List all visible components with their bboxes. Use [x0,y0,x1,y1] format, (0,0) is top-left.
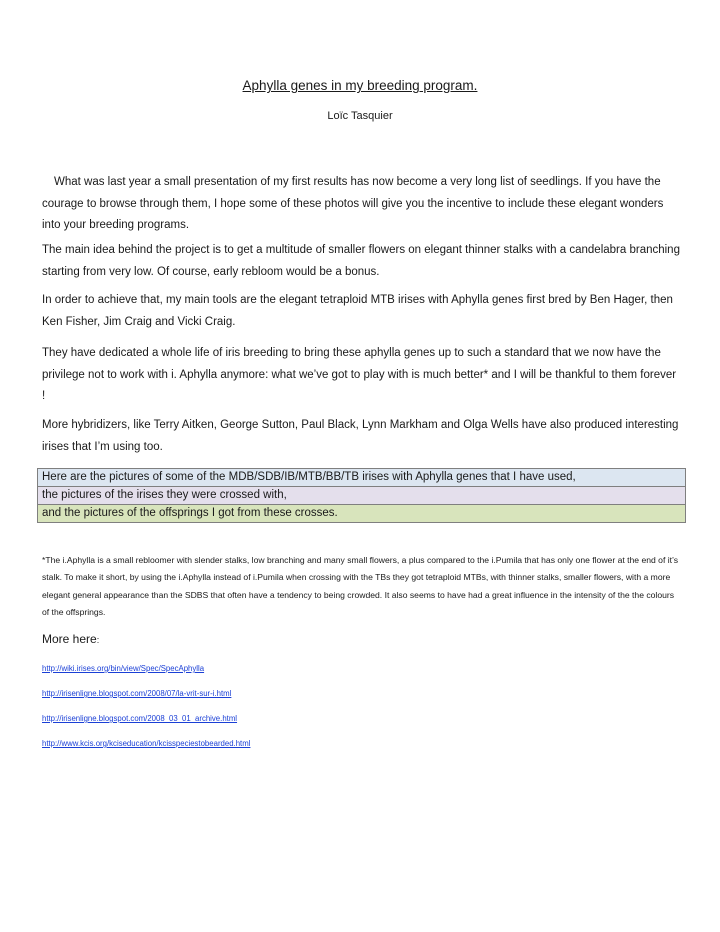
footnote: *The i.Aphylla is a small rebloomer with slender stalks, low branching and many small flowers, a plus compared to the i.Pumila that has only one flower at the end of it’s stalk. To make it short, by using the i.Aphylla instead of i.Pumila when crossing with the TBs they got tetraploid MTBs, with thinner stalks, smaller flowers, with a more elegant general appearance than the SDBS that often have a tendency to being crowded. It also seems to have had a great influence in the intensity of the the colours of the offsprings. [42,555,679,617]
link-irisenligne-archive[interactable]: http://irisenligne.blogspot.com/2008_03_01_archive.html [42,714,238,723]
more-here-heading [42,632,99,646]
legend-row-crossed-irises: the pictures of the irises they were crossed with, [38,487,685,505]
document-title: Aphylla genes in my breeding program. [242,78,478,93]
legend-row-aphylla-irises: Here are the pictures of some of the MDB/SDB/IB/MTB/BB/TB irises with Aphylla genes that I have used, [38,469,685,487]
paragraph-intro: What was last year a small presentation of my first results has now become a very long list of seedlings. If you have the courage to browse through them, I hope some of these photos will give you the incentive to include these elegant wonders into your breeding programs. [42,176,664,231]
paragraph-main-idea: The main idea behind the project is to get a multitude of smaller flowers on elegant thinner stalks with a candelabra branching starting from very low. Of course, early rebloom would be a bonus. [42,244,680,278]
legend-row-offsprings: and the pictures of the offsprings I got from these crosses. [38,505,685,522]
link-wiki-aphylla[interactable]: http://wiki.irises.org/bin/view/Spec/SpecAphylla [42,664,205,673]
more-here-colon: : [96,635,100,645]
paragraph-hybridizers: More hybridizers, like Terry Aitken, George Sutton, Paul Black, Lynn Markham and Olga Wells have also produced interesting irises that I’m using too. [42,419,679,453]
color-legend [37,468,686,523]
paragraph-tools: In order to achieve that, my main tools are the elegant tetraploid MTB irises with Aphylla genes first bred by Ben Hager, then Ken Fisher, Jim Craig and Vicki Craig. [42,294,673,328]
author-name: Loïc Tasquier [327,110,393,122]
link-irisenligne-2008-07[interactable]: http://irisenligne.blogspot.com/2008/07/la-vrit-sur-i.html [42,689,232,698]
more-here-label: More here [42,632,97,646]
paragraph-dedication: They have dedicated a whole life of iris breeding to bring these aphylla genes up to such a standard that we now have the privilege not to work with i. Aphylla anymore: what we’ve got to play with is much better* and I will be thankful to them forever ! [42,347,677,402]
link-kcis-education[interactable]: http://www.kcis.org/kciseducation/kcisspeciestobearded.html [42,739,251,748]
